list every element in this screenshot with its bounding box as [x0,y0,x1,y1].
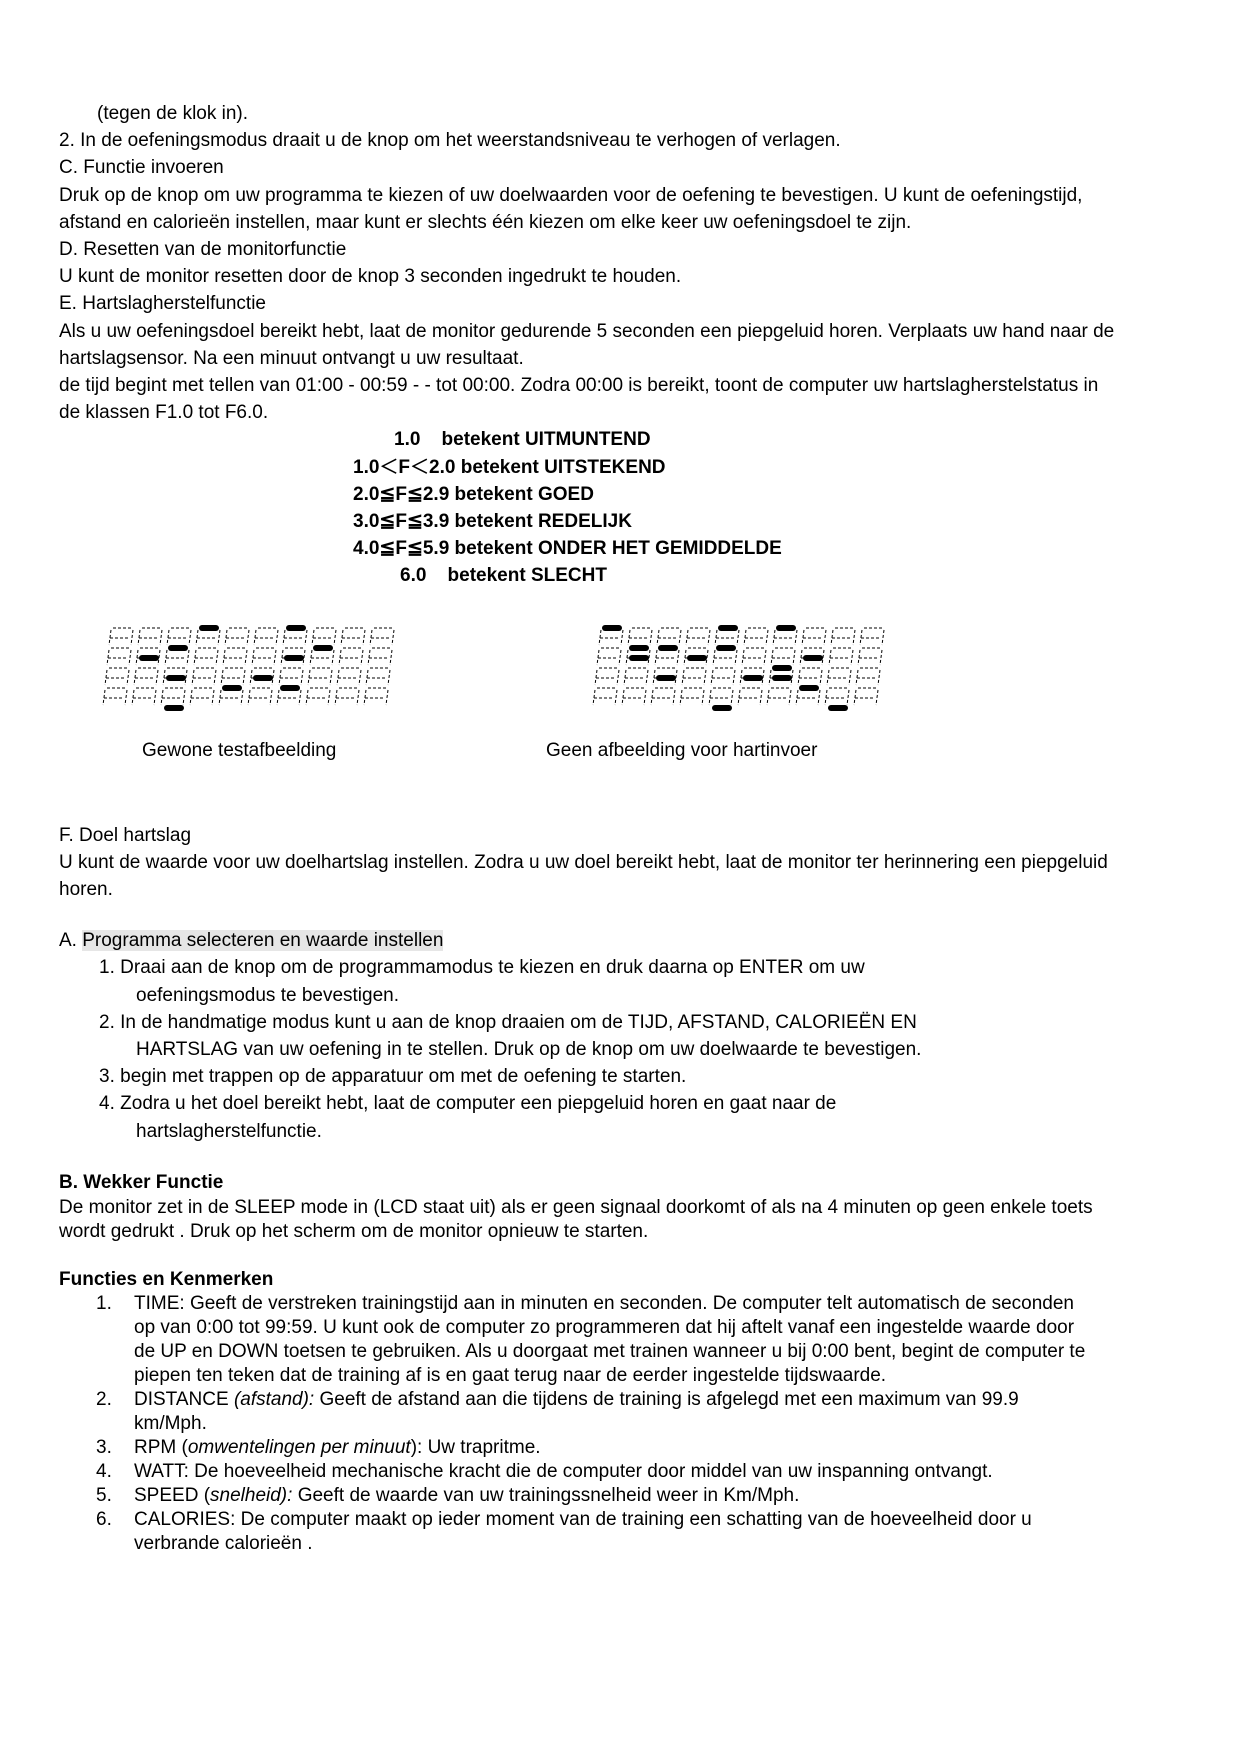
feature-label: CALORIES: [134,1509,236,1531]
features-list [59,1292,1089,1556]
rating-row: 4.0≦F≦5.9 betekent ONDER HET GEMIDDELDE [353,538,782,560]
feature-item [59,1292,1089,1388]
lcd-segment [767,688,791,705]
lcd-segment [167,628,191,645]
section-a-list [59,954,1189,1144]
feature-label-italic: omwentelingen per minuut [187,1437,411,1459]
section-b-body: De monitor zet in de SLEEP mode in (LCD staat uit) als er geen signaal doorkomt of als na 4 minuten op geen enkele toets wordt gedrukt . Druk op het scherm om de monitor opnieuw te starten. [59,1197,1093,1243]
feature-number: 6. [96,1509,112,1531]
lcd-segment [628,628,652,645]
list-item-text: In de handmatige modus kunt u aan de knop draaien om de TIJD, AFSTAND, CALORIEËN EN [120,1011,917,1033]
lcd-lit-segment [803,655,823,661]
lcd-segment [370,628,394,645]
feature-item [59,1436,1089,1460]
lcd-segment [306,688,330,705]
lcd-segment [138,628,162,645]
lcd-segment [341,628,365,645]
lcd-lit-segment [776,625,796,631]
section-d-title: D. Resetten van de monitorfunctie [59,239,347,261]
rating-row: 6.0 betekent SLECHT [400,565,607,587]
recovery-rating-list [59,426,1189,589]
lcd-lit-segment [284,655,304,661]
lcd-test-image [97,622,407,722]
section-f-title: F. Doel hartslag [59,824,192,846]
lcd-segment [339,648,363,665]
list-item-text: Draai aan de knop om de programmamodus te kiezen en druk daarna op ENTER om uw [120,957,865,979]
section-b-title: B. Wekker Functie [59,1171,224,1193]
list-item-number: 4. [99,1093,115,1115]
lcd-segment [103,688,127,705]
lcd-segment [279,668,303,685]
feature-item [59,1460,1089,1484]
lcd-segment [802,628,826,645]
feature-label: DISTANCE [134,1389,234,1411]
list-item-number: 3. [99,1066,115,1088]
lcd-segment [134,668,158,685]
section-f-body: U kunt de waarde voor uw doelhartslag instellen. Zodra u uw doel bereikt hebt, laat de monitor ter herinnering een piepgeluid horen. [59,851,1108,901]
lcd-segment [622,688,646,705]
feature-item [59,1484,1089,1508]
feature-number: 5. [96,1485,112,1507]
lcd-segment [771,648,795,665]
lcd-segment [252,648,276,665]
lcd-segment [742,648,766,665]
section-e-body-1: Als u uw oefeningsdoel bereikt hebt, laat de monitor gedurende 5 seconden een piepgeluid horen. Verplaats uw hand naar de hartslagsensor. Na een minuut ontvangt u uw resultaat. [59,320,1115,369]
lcd-lit-segment [799,685,819,691]
list-item-continuation: HARTSLAG van uw oefening in te stellen. Druk op de knop om uw doelwaarde te bevestigen. [136,1039,922,1061]
lcd-segment [308,668,332,685]
lcd-segment [854,688,878,705]
lcd-lit-segment [772,665,792,671]
intro-line-1: (tegen de klok in). [97,103,249,124]
lcd-segment [254,628,278,645]
lcd-no-heart-image [575,622,895,722]
feature-label: SPEED ( [134,1485,211,1507]
feature-text: ): Uw trapritme. [410,1437,541,1459]
feature-label: RPM ( [134,1437,188,1459]
rating-row: 1.0＜F＜2.0 betekent UITSTEKEND [353,456,666,478]
lcd-segment [860,628,884,645]
lcd-segment [624,668,648,685]
feature-item [59,1388,1089,1436]
section-c-title: C. Functie invoeren [59,157,224,179]
lcd-segment [651,688,675,705]
lcd-lit-segment [687,655,707,661]
lcd-lit-segment [658,645,678,651]
feature-text: Geeft de verstreken trainingstijd aan in minuten en seconden. De computer telt automatisch de seconden op van 0:00 tot 99:59. U kunt ook de computer zo programmeren dat hij aftelt vanaf een ingestelde waarde door de UP en DOWN toetsen te gebruiken. Als u doorgaat met trainen wanneer u bij 0:00 bent, begint de computer te piepen ten teken dat de training af is en gaat terug naar de eerder ingestelde tijdswaarde. [134,1293,1086,1387]
lcd-segment [312,628,336,645]
document-page [59,100,1189,1556]
figure-caption-right: Geen afbeelding voor hartinvoer [546,739,818,761]
feature-label: TIME: [134,1293,185,1315]
section-e-title: E. Hartslagherstelfunctie [59,293,266,315]
lcd-segment [364,688,388,705]
lcd-lit-segment [602,625,622,631]
list-item-text: begin met trappen op de apparatuur om met de oefening te starten. [120,1066,687,1088]
rating-row: 2.0≦F≦2.9 betekent GOED [353,483,594,505]
lcd-segment [368,648,392,665]
list-item [59,1090,1189,1117]
list-item-continuation: hartslagherstelfunctie. [136,1120,322,1142]
lcd-segment [858,648,882,665]
lcd-lit-segment [718,625,738,631]
section-d-body: U kunt de monitor resetten door de knop 3 seconden ingedrukt te houden. [59,266,682,288]
lcd-segment [161,688,185,705]
lcd-lit-segment [712,705,732,711]
feature-text: Geeft de afstand aan die tijdens de training is afgelegd met een maximum van 99.9 km/Mph. [134,1389,1019,1435]
figure-caption-left: Gewone testafbeelding [142,739,337,761]
feature-item [59,1508,1089,1556]
lcd-lit-segment [313,645,333,651]
feature-number: 4. [96,1461,112,1483]
rating-row: 3.0≦F≦3.9 betekent REDELIJK [353,511,632,533]
list-item [59,1063,1189,1090]
lcd-figures [59,622,1189,822]
lcd-lit-segment [253,675,273,681]
lcd-segment [709,688,733,705]
lcd-lit-segment [199,625,219,631]
feature-number: 1. [96,1293,112,1315]
list-item-text: Zodra u het doel bereikt hebt, laat de computer een piepgeluid horen en gaat naar de [120,1093,837,1115]
lcd-segment [825,688,849,705]
feature-label-italic: snelheid): [210,1485,293,1507]
feature-number: 3. [96,1437,112,1459]
lcd-segment [593,688,617,705]
rating-row: 1.0 betekent UITMUNTEND [394,429,651,451]
lcd-segment [105,668,129,685]
section-e-body-2: de tijd begint met tellen van 01:00 - 00:59 - - tot 00:00. Zodra 00:00 is bereikt, toont de computer uw hartslagherstelstatus in de klassen F1.0 tot F6.0. [59,375,1099,424]
lcd-segment [223,648,247,665]
feature-label: WATT: [134,1461,189,1483]
lcd-lit-segment [828,705,848,711]
lcd-segment [680,688,704,705]
features-title: Functies en Kenmerken [59,1269,274,1291]
list-item-continuation: oefeningsmodus te bevestigen. [136,984,400,1006]
lcd-segment [335,688,359,705]
lcd-segment [711,668,735,685]
lcd-lit-segment [629,645,649,651]
section-a-heading [59,927,1189,954]
lcd-lit-segment [656,675,676,681]
lcd-segment [366,668,390,685]
lcd-segment [831,628,855,645]
lcd-lit-segment [164,705,184,711]
section-a-prefix: A. [59,930,83,952]
feature-text: De computer maakt op ieder moment van de training een schatting van de hoeveelheid door u verbrande calorieën . [134,1509,1032,1555]
feature-text: De hoeveelheid mechanische kracht die de computer door middel van uw inspanning ontvangt. [188,1461,993,1483]
lcd-segment [856,668,880,685]
lcd-lit-segment [772,675,792,681]
lcd-lit-segment [166,675,186,681]
lcd-segment [248,688,272,705]
lcd-segment [829,648,853,665]
lcd-segment [132,688,156,705]
lcd-lit-segment [222,685,242,691]
feature-text: Geeft de waarde van uw trainingssnelheid weer in Km/Mph. [292,1485,800,1507]
lcd-segment [192,668,216,685]
lcd-lit-segment [139,655,159,661]
lcd-lit-segment [629,655,649,661]
list-item [59,1009,1189,1036]
lcd-lit-segment [280,685,300,691]
lcd-segment [225,628,249,645]
list-item-number: 2. [99,1011,115,1033]
intro-line-2: 2. In de oefeningsmodus draait u de knop om het weerstandsniveau te verhogen of verlagen. [59,130,841,152]
section-c-body: Druk op de knop om uw programma te kiezen of uw doelwaarden voor de oefening te bevestigen. U kunt de oefeningstijd, afstand en calorieën instellen, maar kunt er slechts één kiezen om elke keer uw oefeningsdoel te zijn. [59,184,1083,233]
lcd-segment [107,648,131,665]
lcd-lit-segment [716,645,736,651]
feature-number: 2. [96,1389,112,1411]
lcd-segment [221,668,245,685]
lcd-segment [337,668,361,685]
lcd-lit-segment [286,625,306,631]
lcd-segment [738,688,762,705]
lcd-segment [194,648,218,665]
lcd-segment [686,628,710,645]
lcd-segment [190,688,214,705]
feature-label-italic: (afstand): [233,1389,315,1411]
lcd-segment [827,668,851,685]
lcd-segment [744,628,768,645]
list-item-number: 1. [99,957,115,979]
lcd-lit-segment [743,675,763,681]
lcd-segment [682,668,706,685]
lcd-segment [595,668,619,685]
lcd-segment [798,668,822,685]
lcd-segment [109,628,133,645]
list-item [59,954,1189,981]
lcd-lit-segment [168,645,188,651]
lcd-segment [657,628,681,645]
lcd-segment [597,648,621,665]
section-a-title: Programma selecteren en waarde instellen [82,930,444,952]
